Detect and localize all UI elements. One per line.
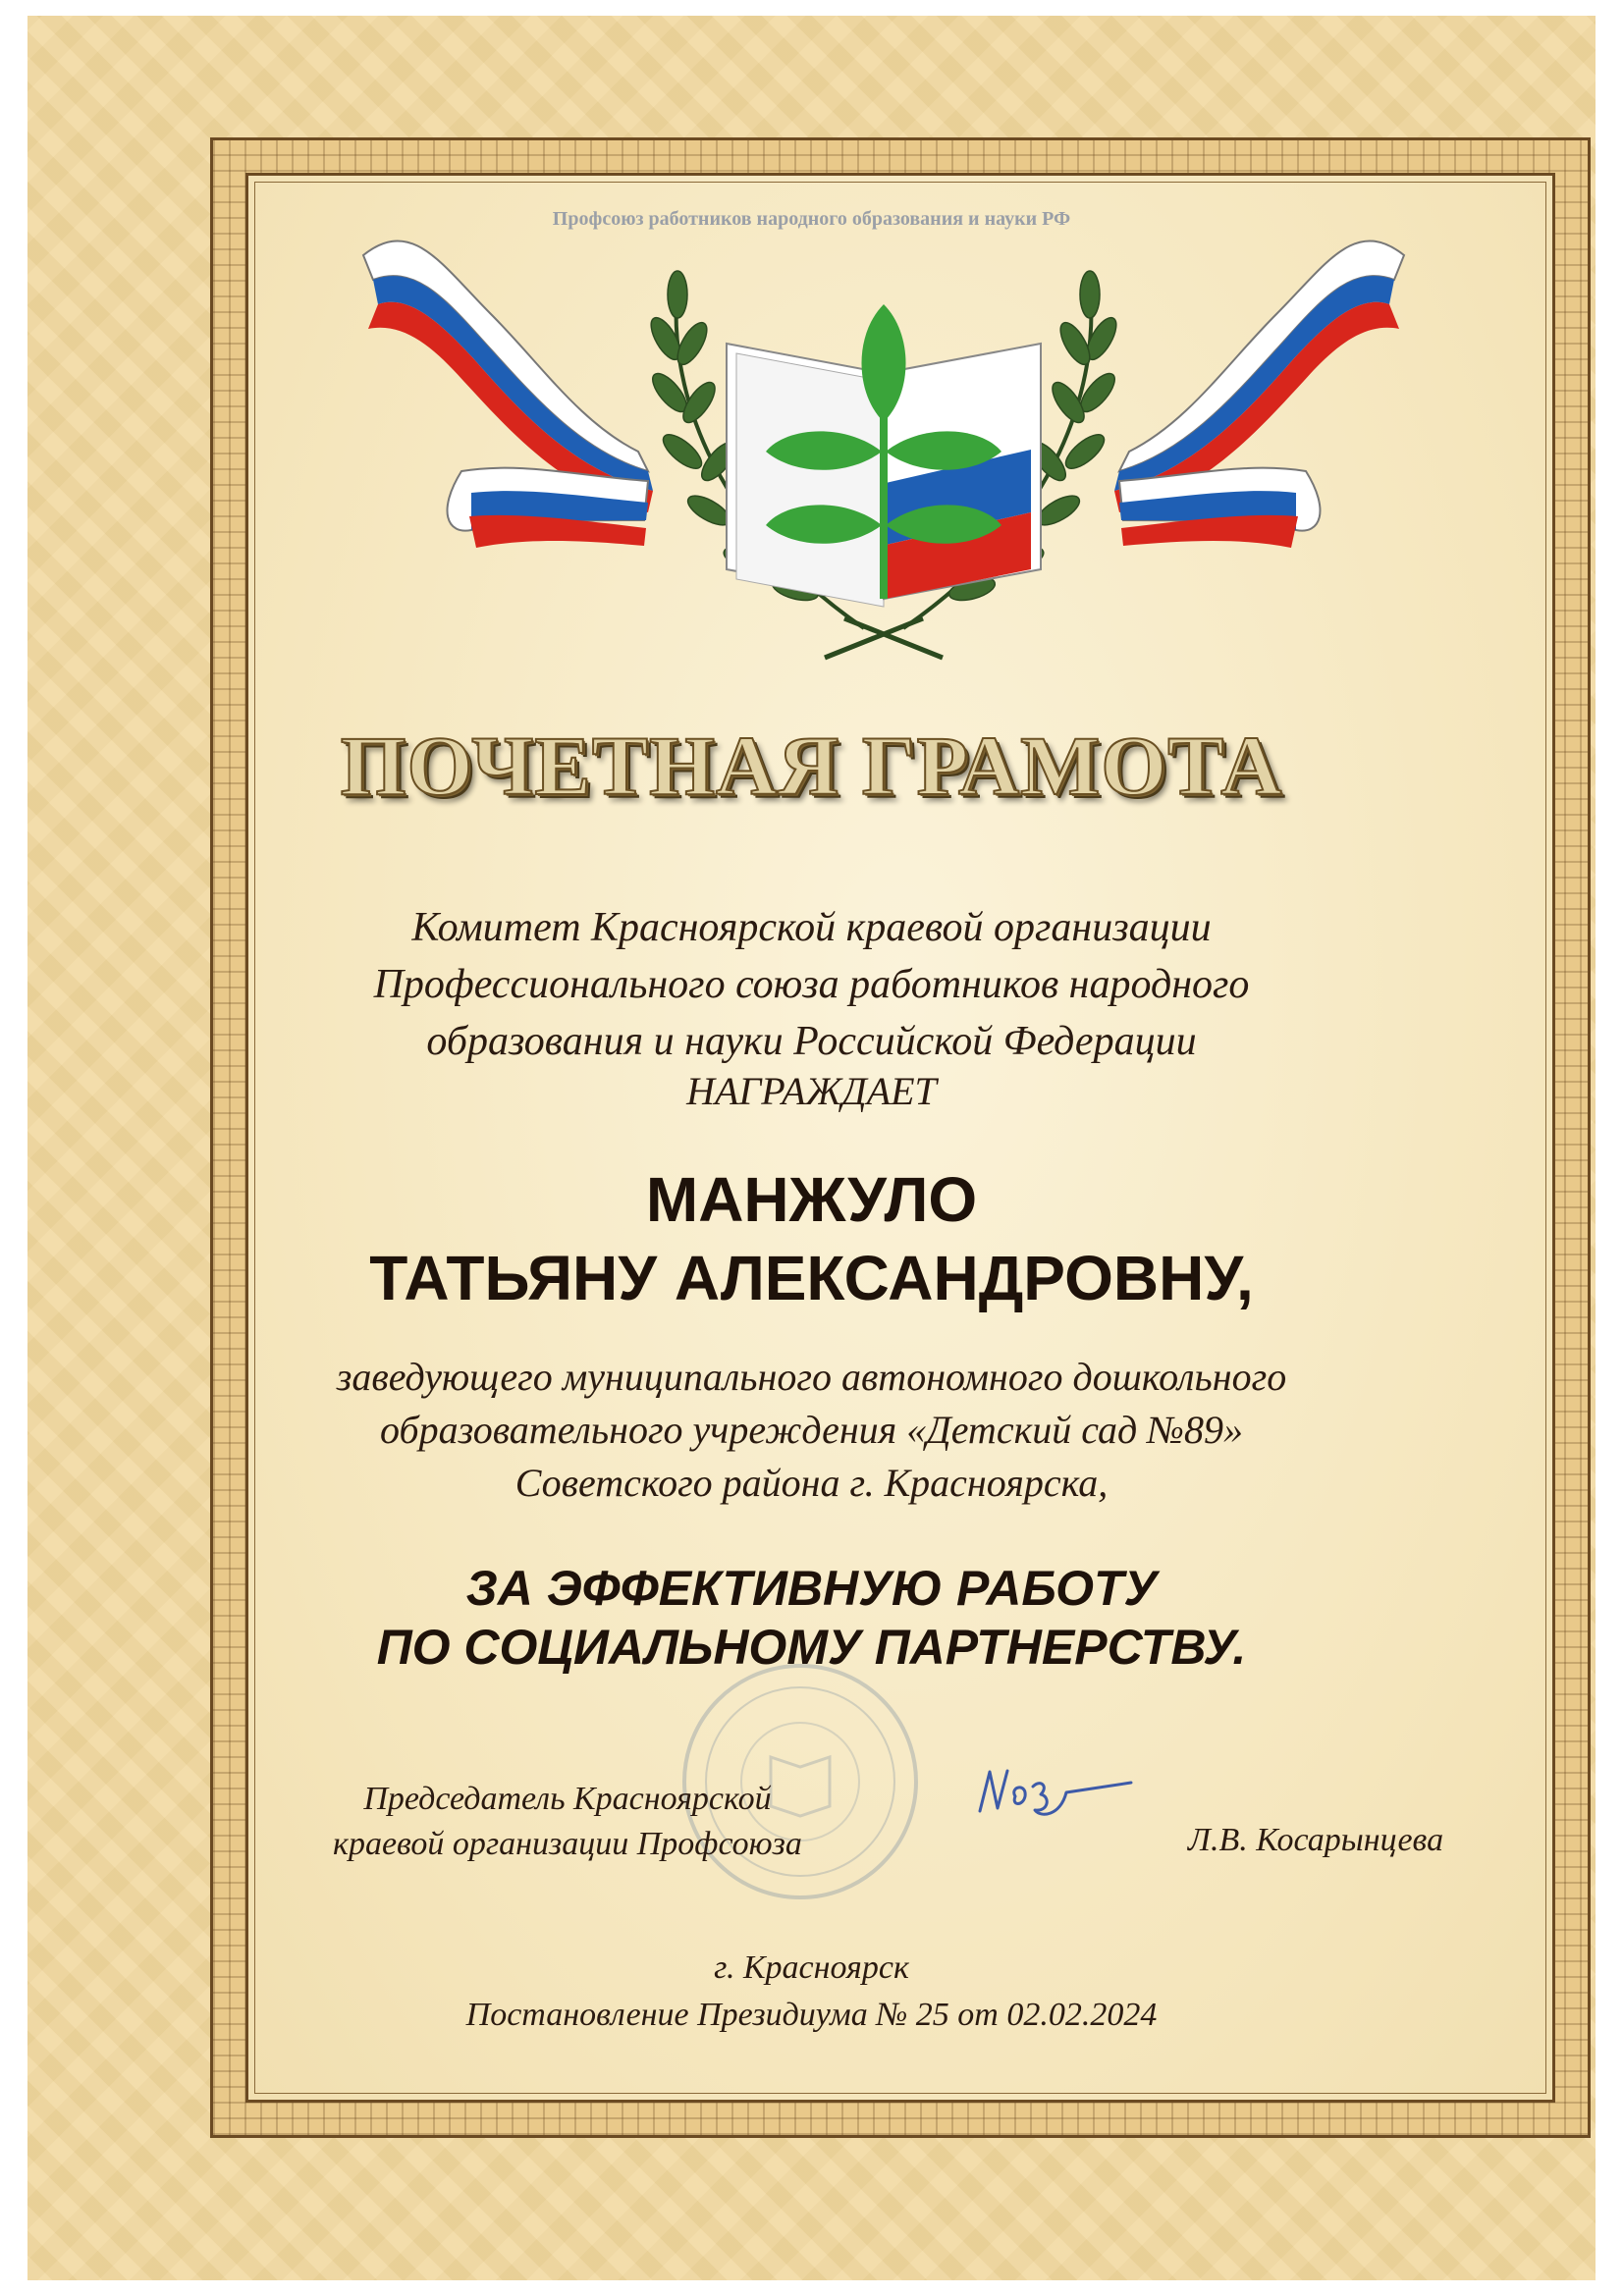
committee-line: Комитет Красноярской краевой организации xyxy=(411,905,1212,950)
position-line: заведующего муниципального автономного дошкольного xyxy=(336,1355,1287,1399)
union-name: Профсоюз работников народного образования и науки РФ xyxy=(552,208,1071,230)
certificate-title: ПОЧЕТНАЯ ГРАМОТА xyxy=(340,719,1283,813)
decree-reference: Постановление Президиума № 25 от 02.02.2024 xyxy=(465,1997,1158,2033)
signatory-name: Л.В. Косарынцева xyxy=(1187,1822,1444,1858)
issue-city: г. Красноярск xyxy=(714,1949,909,1986)
recipient-surname: МАНЖУЛО xyxy=(645,1164,978,1235)
committee-line: образования и науки Российской Федерации xyxy=(426,1019,1197,1064)
signatory-role-line: Председатель Красноярской xyxy=(363,1781,772,1817)
recipient-given-names: ТАТЬЯНУ АЛЕКСАНДРОВНУ, xyxy=(369,1243,1254,1313)
recipient-name xyxy=(0,1160,1623,1317)
handwritten-signature xyxy=(972,1757,1139,1826)
awards-label: НАГРАЖДАЕТ xyxy=(686,1069,937,1113)
position-line: Советского района г. Красноярска, xyxy=(514,1461,1109,1505)
signatory-role xyxy=(312,1777,823,1867)
union-emblem-icon xyxy=(353,226,1414,677)
reason-line: ЗА ЭФФЕКТИВНУЮ РАБОТУ xyxy=(465,1561,1158,1616)
committee-block xyxy=(0,899,1623,1070)
signatory-role-line: краевой организации Профсоюза xyxy=(333,1826,802,1862)
position-line: образовательного учреждения «Детский сад №89» xyxy=(380,1408,1243,1452)
committee-line: Профессионального союза работников народного xyxy=(373,962,1250,1007)
reason-line: ПО СОЦИАЛЬНОМУ ПАРТНЕРСТВУ. xyxy=(376,1620,1247,1675)
recipient-position xyxy=(0,1351,1623,1510)
tricolor-ribbon-icon xyxy=(1114,240,1404,548)
open-book-icon xyxy=(727,304,1041,607)
tricolor-ribbon-icon xyxy=(363,240,653,548)
